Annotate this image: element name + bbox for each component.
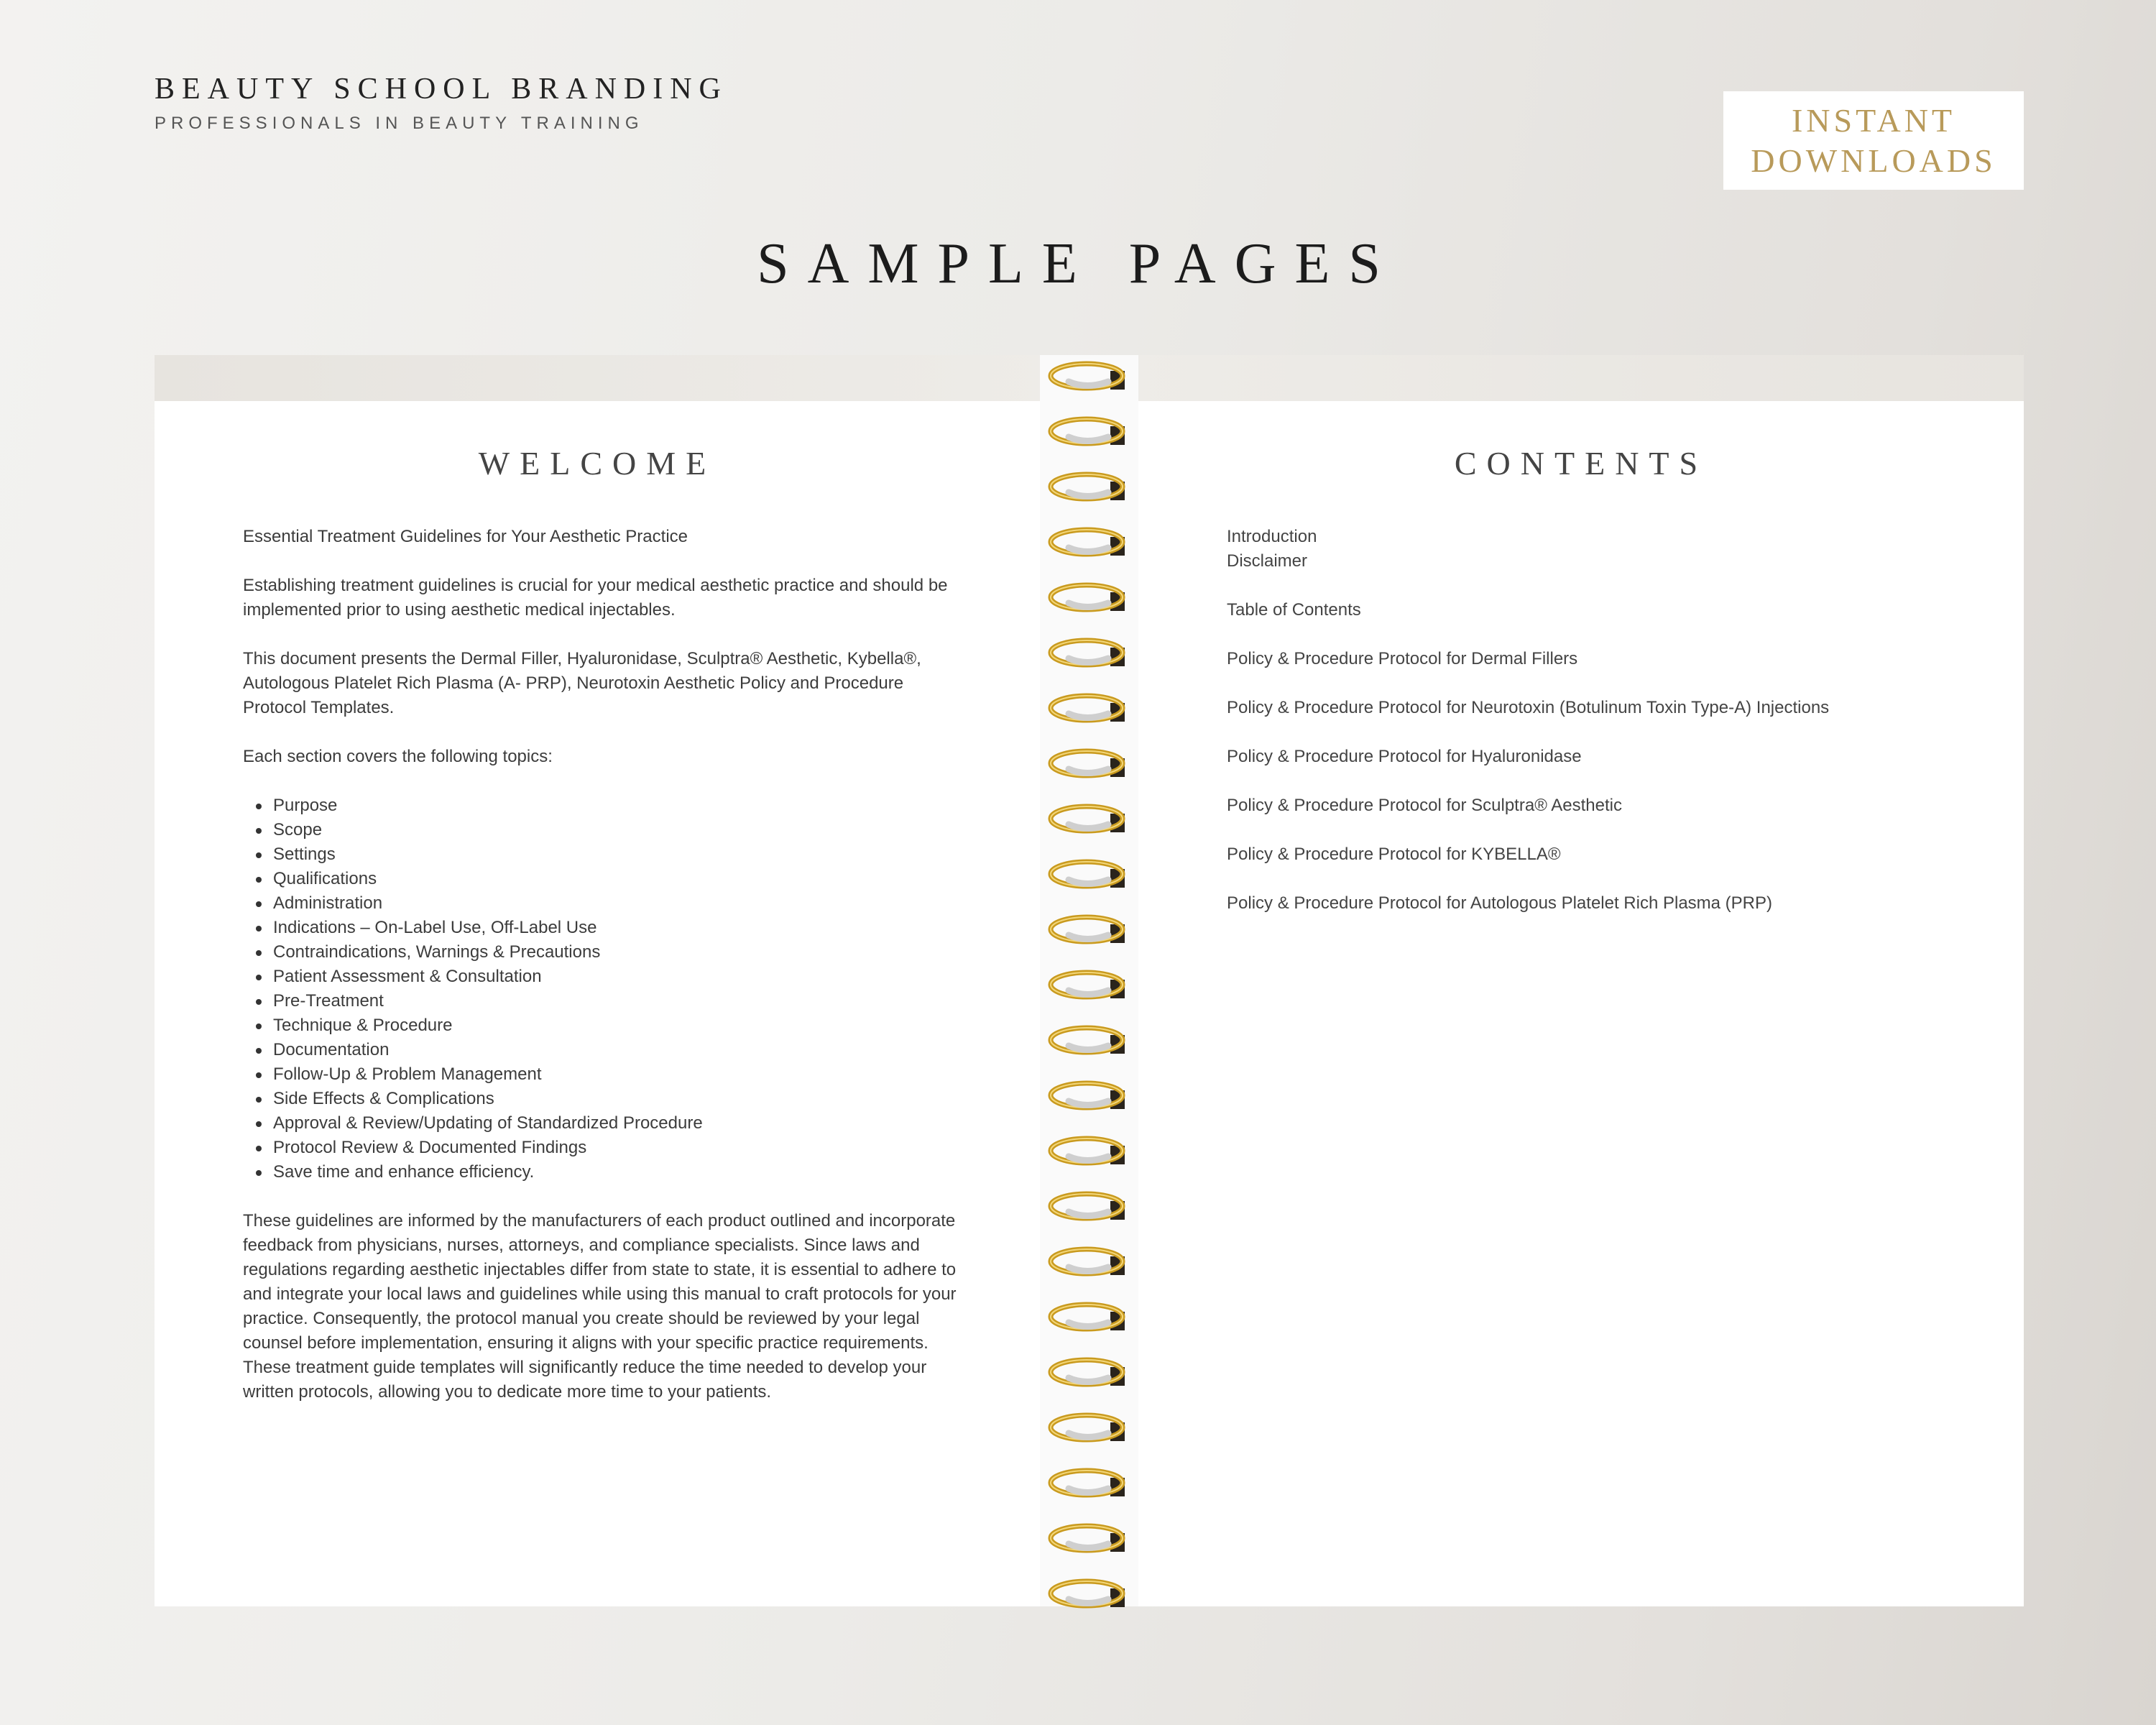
- welcome-paragraph-1: Establishing treatment guidelines is crucial for your medical aesthetic practice and should be implemented prior to using aesthetic medical injectables.: [243, 576, 948, 620]
- binding-ring: [1047, 524, 1128, 560]
- topics-list: [243, 794, 969, 1184]
- list-item: Contraindications, Warnings & Precautions: [243, 940, 969, 965]
- welcome-paragraph-3: Each section covers the following topics:: [243, 747, 553, 766]
- binding-ring: [1047, 413, 1128, 449]
- brand-name: BEAUTY SCHOOL BRANDING: [155, 73, 728, 106]
- list-item: Indications – On-Label Use, Off-Label Use: [243, 916, 969, 940]
- toc-item: Introduction: [1227, 527, 1317, 546]
- toc-item: Table of Contents: [1227, 600, 1361, 620]
- badge-line-2: DOWNLOADS: [1751, 142, 1996, 179]
- binding-ring: [1047, 1299, 1128, 1335]
- list-item: Qualifications: [243, 867, 969, 891]
- list-item: Documentation: [243, 1038, 969, 1062]
- binding-ring: [1047, 635, 1128, 671]
- list-item: Administration: [243, 891, 969, 916]
- list-item: Technique & Procedure: [243, 1013, 969, 1038]
- welcome-paragraph-2: This document presents the Dermal Filler, Hyaluronidase, Sculptra® Aesthetic, Kybella®, Autologous Platelet Rich Plasma (A- PRP), Neurotoxin Aesthetic Policy and Procedure Protocol Templates.: [243, 649, 921, 717]
- welcome-intro: Essential Treatment Guidelines for Your Aesthetic Practice: [243, 527, 688, 546]
- toc-item: Policy & Procedure Protocol for KYBELLA®: [1227, 845, 1561, 864]
- list-item: Protocol Review & Documented Findings: [243, 1136, 969, 1160]
- brand-tagline: PROFESSIONALS IN BEAUTY TRAINING: [155, 114, 644, 133]
- binding-ring: [1047, 1520, 1128, 1556]
- list-item: Purpose: [243, 794, 969, 818]
- list-item: Scope: [243, 818, 969, 842]
- page-title: SAMPLE PAGES: [757, 232, 1399, 295]
- binding-ring: [1047, 801, 1128, 837]
- binding-ring: [1047, 1188, 1128, 1224]
- binding-ring: [1047, 1022, 1128, 1058]
- binding-ring: [1047, 745, 1128, 781]
- list-item: Save time and enhance efficiency.: [243, 1160, 969, 1184]
- binding-ring: [1047, 911, 1128, 947]
- spiral-binding: [1040, 355, 1138, 1606]
- binding-ring: [1047, 1409, 1128, 1445]
- welcome-body: [243, 525, 969, 1429]
- binding-ring: [1047, 1354, 1128, 1390]
- binding-ring: [1047, 1465, 1128, 1501]
- binding-ring: [1047, 1133, 1128, 1169]
- binding-ring: [1047, 856, 1128, 892]
- list-item: Side Effects & Complications: [243, 1087, 969, 1111]
- toc-item: Policy & Procedure Protocol for Sculptra® Aesthetic: [1227, 796, 1622, 815]
- welcome-page: [155, 401, 1040, 1606]
- binding-ring: [1047, 690, 1128, 726]
- list-item: Pre-Treatment: [243, 989, 969, 1013]
- binding-ring: [1047, 1576, 1128, 1611]
- list-item: Follow-Up & Problem Management: [243, 1062, 969, 1087]
- toc-item: Policy & Procedure Protocol for Hyaluronidase: [1227, 747, 1582, 766]
- binding-ring: [1047, 579, 1128, 615]
- binding-ring: [1047, 1077, 1128, 1113]
- table-of-contents: [1227, 525, 1981, 916]
- binding-ring: [1047, 469, 1128, 505]
- toc-item: Policy & Procedure Protocol for Autologous Platelet Rich Plasma (PRP): [1227, 893, 1773, 913]
- toc-item: Policy & Procedure Protocol for Neurotoxin (Botulinum Toxin Type-A) Injections: [1227, 698, 1830, 717]
- contents-page: [1138, 401, 2024, 1606]
- list-item: Patient Assessment & Consultation: [243, 965, 969, 989]
- welcome-paragraph-4: These guidelines are informed by the manufacturers of each product outlined and incorporate feedback from physicians, nurses, attorneys, and compliance specialists. Since laws and regulations regarding aesthetic injectables differ from state to state, it is essential to adhere to and integrate your local laws and guidelines while using this manual to craft protocols for your practice. Consequently, the protocol manual you create should be reviewed by your legal counsel before implementation, ensuring it aligns with your specific practice requirements. These treatment guide templates will significantly reduce the time needed to develop your written protocols, allowing you to dedicate more time to your patients.: [243, 1211, 957, 1402]
- list-item: Approval & Review/Updating of Standardized Procedure: [243, 1111, 969, 1136]
- binding-ring: [1047, 1243, 1128, 1279]
- binding-ring: [1047, 967, 1128, 1003]
- list-item: Settings: [243, 842, 969, 867]
- toc-item: Policy & Procedure Protocol for Dermal Fillers: [1227, 649, 1578, 668]
- binding-ring: [1047, 358, 1128, 394]
- badge-line-1: INSTANT: [1791, 101, 1956, 139]
- instant-downloads-badge: [1723, 91, 2024, 190]
- welcome-heading: WELCOME: [478, 445, 717, 482]
- toc-item: Disclaimer: [1227, 551, 1308, 571]
- contents-heading: CONTENTS: [1454, 445, 1708, 482]
- brand-block: [155, 72, 728, 134]
